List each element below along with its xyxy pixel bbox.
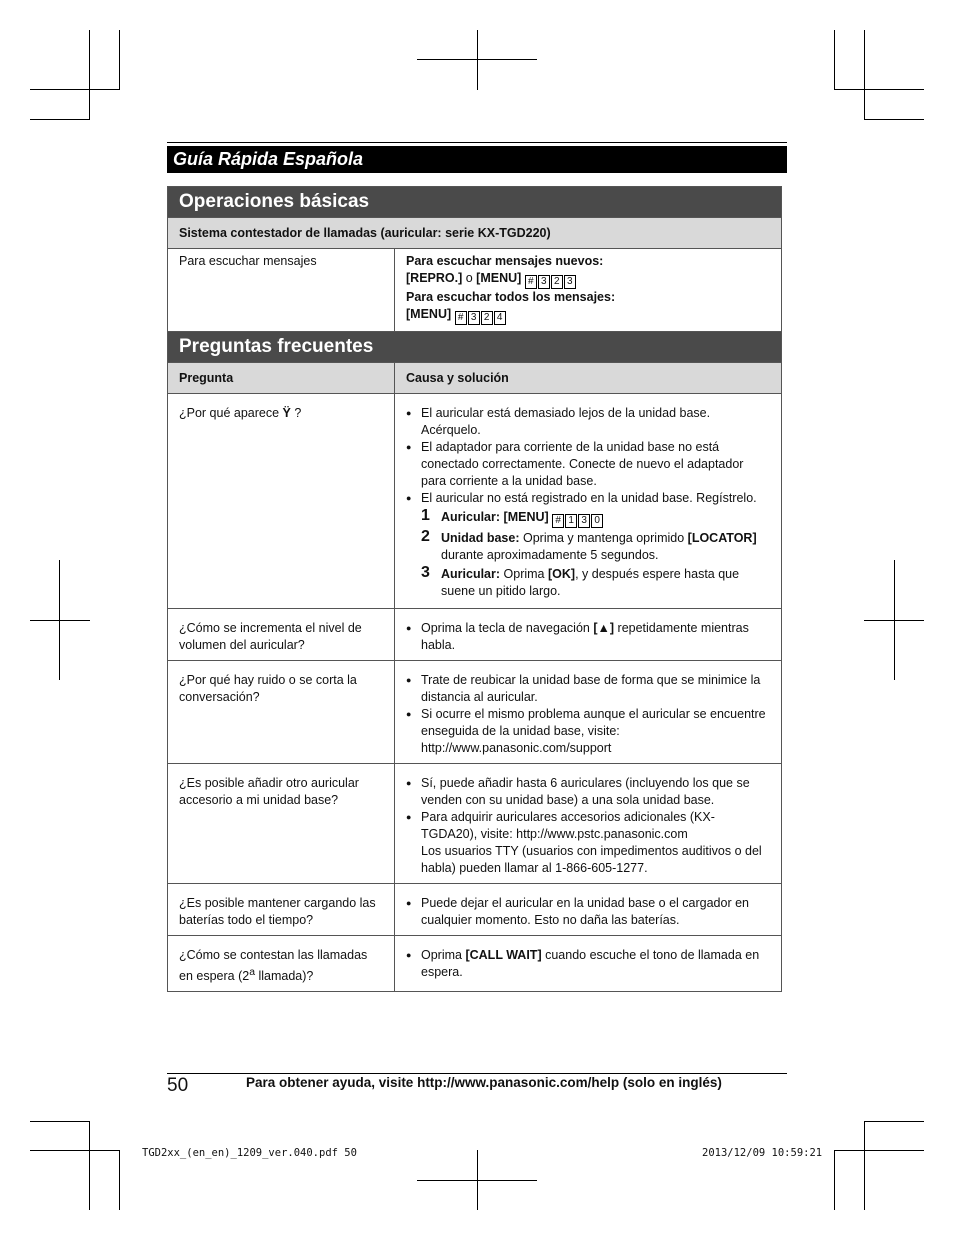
crop-mark: [864, 30, 865, 119]
key-box: 3: [564, 275, 576, 289]
question-end: llamada)?: [258, 969, 314, 984]
faq-header-row: [168, 363, 782, 394]
question-text: ¿Cómo se contestan las llamadas en espera (2: [179, 948, 368, 984]
list-item: ● El auricular está demasiado lejos de la unidad base. Acérquelo.: [406, 405, 771, 439]
list-item: ● Puede dejar el auricular en la unidad base o el cargador en cualquier momento. Esto no daña las baterías.: [406, 895, 771, 929]
crop-mark: [834, 1150, 924, 1151]
table-row: [168, 764, 782, 884]
table-row: [168, 884, 782, 936]
key-box: #: [525, 275, 537, 289]
ok-key: [OK]: [548, 567, 576, 581]
list-item: [406, 947, 771, 981]
table-row: [168, 394, 782, 609]
step-item: [421, 530, 771, 564]
step-text: durante aproximadamente 5 segundos.: [441, 548, 659, 562]
basic-ops-title: Operaciones básicas: [168, 187, 782, 218]
crop-mark: [119, 30, 120, 90]
question-end: ?: [294, 406, 302, 420]
menu-key: [MENU]: [406, 307, 452, 321]
key-box: 4: [494, 311, 506, 325]
help-footer: Para obtener ayuda, visite http://www.panasonic.com/help (solo en inglés): [246, 1075, 722, 1090]
answer-cell: [395, 394, 782, 609]
key-box: 3: [538, 275, 550, 289]
answer-cell: [395, 936, 782, 992]
list-item: [406, 809, 771, 877]
crop-mark: [30, 89, 120, 90]
step-text: Oprima y mantenga oprimido: [522, 531, 685, 545]
question-cell: ¿Es posible añadir otro auricular accesorio a mi unidad base?: [168, 764, 395, 884]
new-messages-keys: [406, 270, 771, 289]
crop-mark: [864, 620, 924, 621]
print-datetime: 2013/12/09 10:59:21: [702, 1147, 823, 1159]
crop-mark: [30, 620, 90, 621]
content-table: [167, 186, 782, 992]
key-box: 2: [481, 311, 493, 325]
list-item: ● El auricular no está registrado en la unidad base. Regístrelo.: [406, 490, 771, 507]
key-box: 2: [551, 275, 563, 289]
table-row: [168, 936, 782, 992]
step-number: 1: [421, 507, 430, 524]
answer-cell: [395, 661, 782, 764]
footer-rule: [167, 1073, 787, 1074]
answer-text: repetidamente mientras habla.: [421, 621, 749, 652]
repro-key: [REPRO.]: [406, 271, 463, 285]
answer-text: Oprima la tecla de navegación: [421, 621, 590, 635]
key-box: #: [552, 514, 564, 528]
call-wait-key: [CALL WAIT]: [465, 948, 542, 962]
crop-mark: [30, 119, 90, 120]
top-rule: [167, 142, 787, 143]
crop-mark: [89, 30, 90, 119]
key-box: #: [455, 311, 467, 325]
answer-text: cuando escuche el tono de llamada en espera.: [421, 948, 760, 979]
answering-system-subheader: Sistema contestador de llamadas (auricular: serie KX-TGD220): [168, 218, 782, 249]
faq-band: [168, 332, 782, 363]
key-box: 1: [565, 514, 577, 528]
table-row: [168, 609, 782, 661]
faq-title: Preguntas frecuentes: [168, 332, 782, 363]
col-answer-header: Causa y solución: [395, 363, 782, 394]
question-cell: [168, 394, 395, 609]
crop-mark: [477, 30, 478, 90]
basic-ops-band: [168, 187, 782, 218]
locator-key: [LOCATOR]: [687, 531, 757, 545]
answer-cell: [395, 764, 782, 884]
step-text: , y después espere hasta que suene un pitido largo.: [441, 567, 740, 598]
nav-up-key: [▲]: [593, 621, 615, 635]
crop-mark: [89, 1121, 90, 1210]
col-question-header: Pregunta: [168, 363, 395, 394]
answer-cell: [395, 609, 782, 661]
step-number: 2: [421, 528, 430, 545]
step-item: [421, 509, 771, 528]
crop-mark: [30, 1121, 90, 1122]
crop-mark: [864, 119, 924, 120]
crop-mark: [864, 1121, 924, 1122]
step-item: [421, 566, 771, 600]
section-header: Guía Rápida Española: [167, 146, 787, 173]
question-cell: ¿Cómo se incrementa el nivel de volumen del auricular?: [168, 609, 395, 661]
page-number: 50: [167, 1075, 189, 1096]
crop-mark: [834, 30, 835, 90]
question-cell: ¿Es posible mantener cargando las baterías todo el tiempo?: [168, 884, 395, 936]
step-label: Auricular:: [441, 510, 501, 524]
list-item: ● El adaptador para corriente de la unidad base no está conectado correctamente. Conecte de nuevo el adaptador para corriente a la unidad base.: [406, 439, 771, 490]
step-text: Oprima: [503, 567, 545, 581]
list-item: ● Trate de reubicar la unidad base de forma que se minimice la distancia al auricular.: [406, 672, 771, 706]
answer-cell: [395, 884, 782, 936]
crop-mark: [119, 1150, 120, 1210]
question-text: ¿Por qué aparece: [179, 406, 280, 420]
table-row: [168, 661, 782, 764]
new-messages-label: Para escuchar mensajes nuevos:: [406, 254, 604, 268]
step-label: Unidad base:: [441, 531, 520, 545]
list-item: ● Sí, puede añadir hasta 6 auriculares (incluyendo los que se venden con su unidad base) a una sola unidad base.: [406, 775, 771, 809]
list-item: ● Si ocurre el mismo problema aunque el auricular se encuentre enseguida de la unidad base, visite: http://www.panasonic.com/support: [406, 706, 771, 757]
list-item: [406, 620, 771, 654]
crop-mark: [417, 59, 537, 60]
crop-mark: [834, 1150, 835, 1210]
all-messages-keys: [406, 306, 771, 325]
key-box: 3: [578, 514, 590, 528]
connector-text: o: [465, 271, 473, 285]
crop-mark: [30, 1150, 120, 1151]
menu-key: [MENU]: [503, 510, 549, 524]
table-row: [168, 249, 782, 332]
superscript: a: [249, 967, 255, 978]
crop-mark: [834, 89, 924, 90]
answer-text: ● Para adquirir auriculares accesorios adicionales (KX-TGDA20), visite: http://www.pstc.panasonic.com: [421, 810, 715, 841]
no-signal-icon: Ÿ: [282, 406, 291, 420]
answer-text: Oprima: [421, 948, 462, 962]
menu-key: [MENU]: [476, 271, 522, 285]
row-label: Para escuchar mensajes: [168, 249, 395, 332]
step-label: Auricular:: [441, 567, 501, 581]
question-cell: [168, 936, 395, 992]
question-cell: ¿Por qué hay ruido o se corta la conversación?: [168, 661, 395, 764]
step-number: 3: [421, 564, 430, 581]
key-box: 3: [468, 311, 480, 325]
crop-mark: [417, 1180, 537, 1181]
print-file-name: TGD2xx_(en_en)_1209_ver.040.pdf 50: [142, 1147, 357, 1159]
crop-mark: [864, 1121, 865, 1210]
all-messages-label: Para escuchar todos los mensajes:: [406, 290, 616, 304]
row-instructions: [395, 249, 782, 332]
tty-note: Los usuarios TTY (usuarios con impedimentos auditivos o del habla) pueden llamar al 1-866-605-1277.: [421, 844, 762, 875]
key-box: 0: [591, 514, 603, 528]
